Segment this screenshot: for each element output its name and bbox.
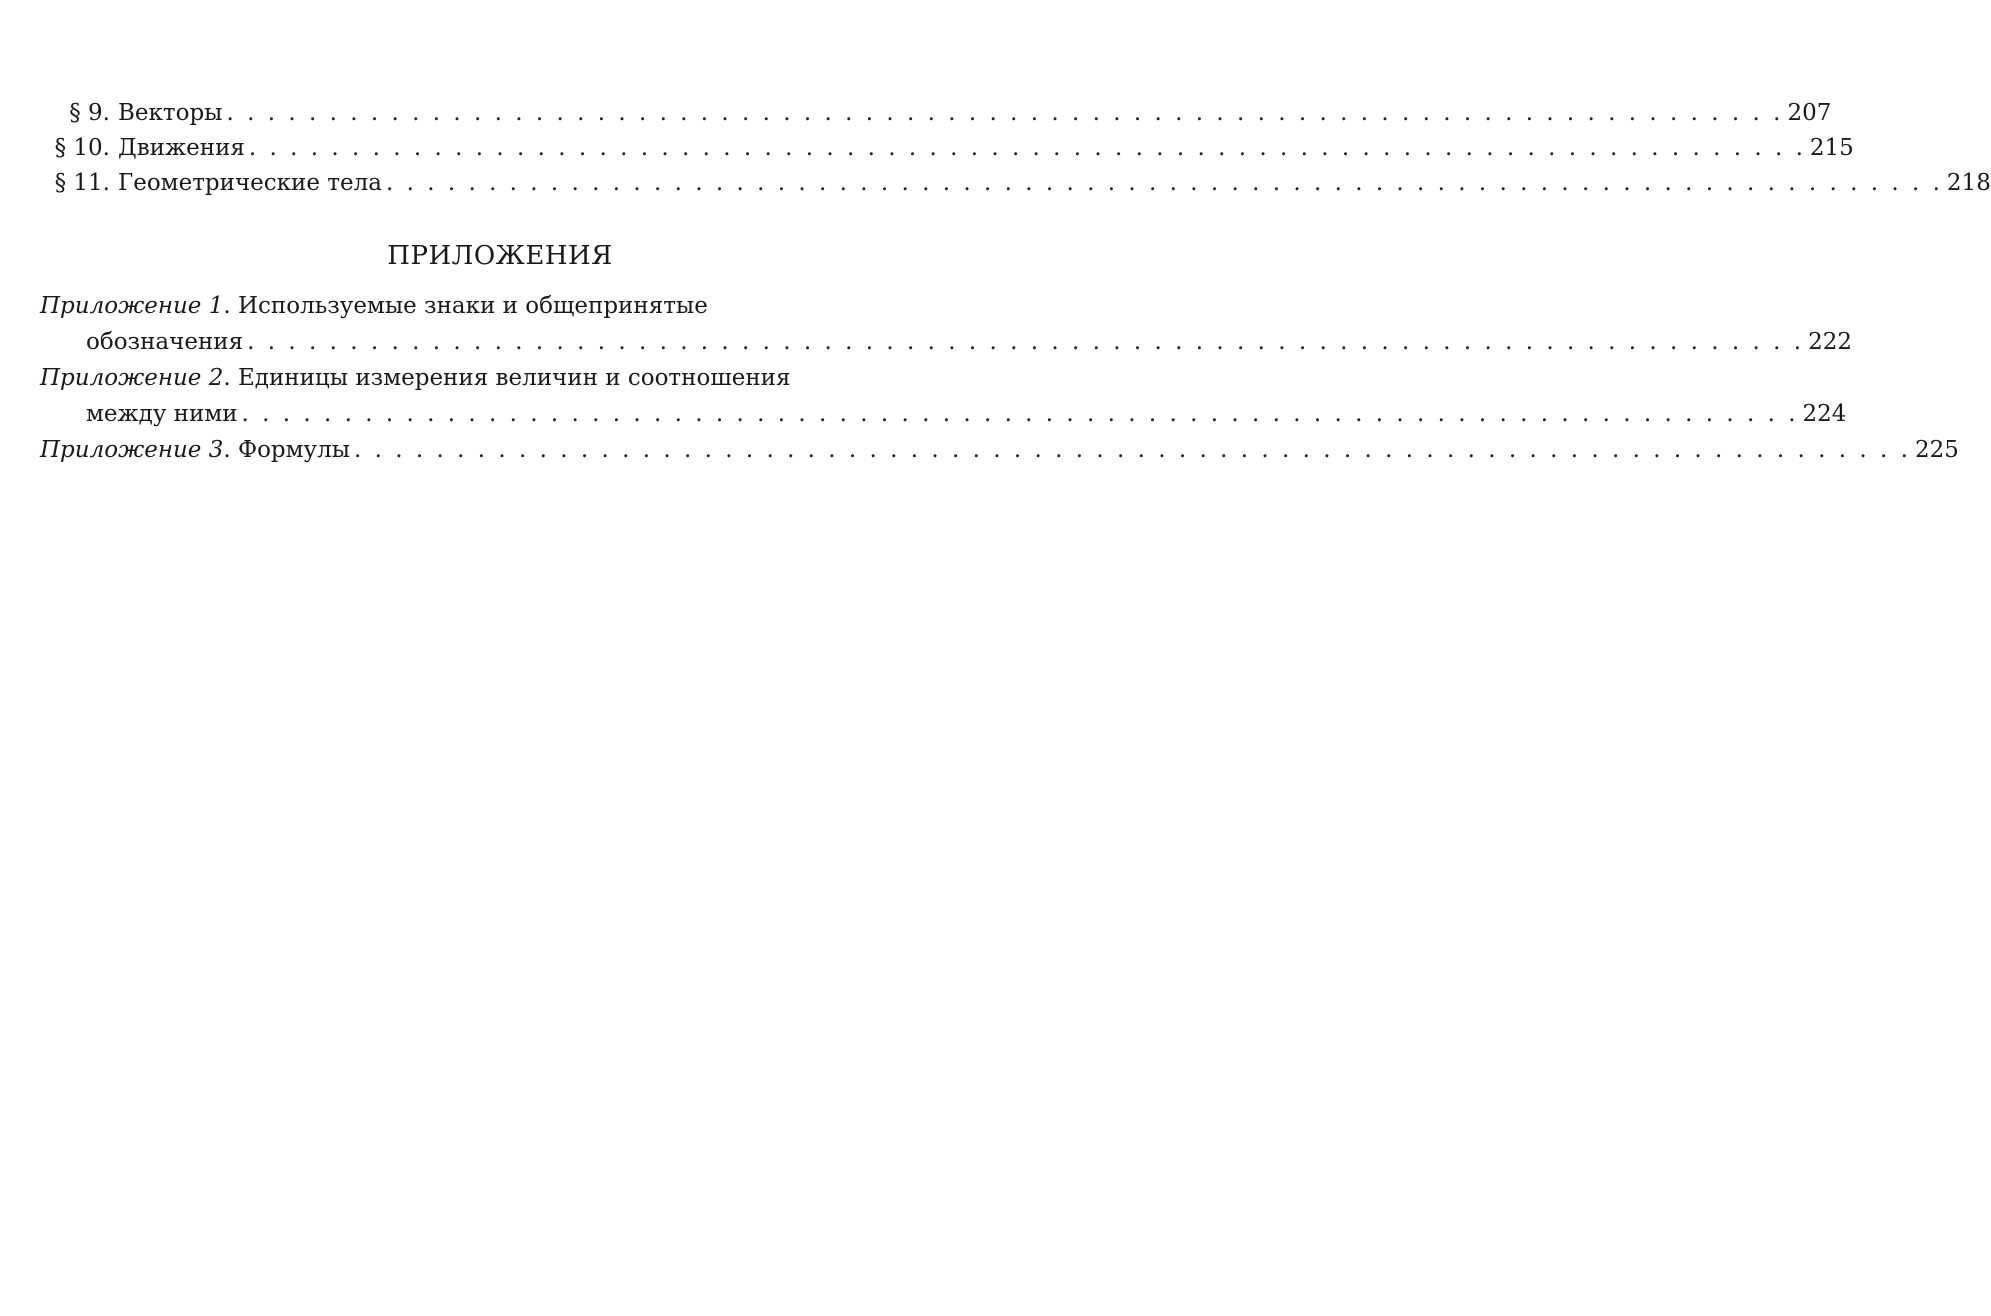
section-number: § 10. [54,135,110,161]
appendix-label: Приложение 1 [40,293,224,319]
page-number: 218 [1946,170,1991,196]
toc-entry-section-10[interactable] [40,131,1854,166]
toc-entry-section-11[interactable] [40,166,1991,201]
toc-sections-list [40,96,1991,201]
appendix-label: Приложение 2 [40,365,224,391]
page-number: 225 [1914,437,1959,463]
toc-appendix-list [40,288,1959,468]
appendix-title: . Формулы [223,437,350,463]
page-number: 215 [1809,135,1854,161]
section-title: Векторы [118,100,223,126]
dot-leader: . . . . . . . . . . . . . . . . . . . . . . . . . . . . . . . . . . . . . . . . . . . . . . . . . . . . . . . . . . . . . . . . . . . . . . . . . . . . [226,100,1784,126]
section-title: Геометрические тела [118,170,382,196]
dot-leader: . . . . . . . . . . . . . . . . . . . . . . . . . . . . . . . . . . . . . . . . . . . . . . . . . . . . . . . . . . . . . . . . . . . . . . . . . . . . [248,135,1806,161]
appendix-title-line1: . Единицы измерения величин и соотношения [223,365,791,391]
section-number: § 9. [69,100,110,126]
page-number: 224 [1802,401,1847,427]
dot-leader: . . . . . . . . . . . . . . . . . . . . . . . . . . . . . . . . . . . . . . . . . . . . . . . . . . . . . . . . . . . . . . . . . . . . . . . . . . . . [385,170,1943,196]
page-number: 207 [1787,100,1832,126]
dot-leader: . . . . . . . . . . . . . . . . . . . . . . . . . . . . . . . . . . . . . . . . . . . . . . . . . . . . . . . . . . . . . . . . . . . . . . . . . . . . [241,401,1799,427]
section-title: Движения [118,135,245,161]
appendix-title-line2: между ними [86,401,238,427]
appendix-heading: ПРИЛОЖЕНИЯ [387,241,613,271]
appendix-label: Приложение 3 [40,437,224,463]
appendix-title-line1: . Используемые знаки и общепринятые [223,293,708,319]
toc-entry-appendix-1[interactable] [40,288,1852,360]
toc-entry-section-9[interactable] [40,96,1832,131]
section-number: § 11. [54,170,110,196]
dot-leader: . . . . . . . . . . . . . . . . . . . . . . . . . . . . . . . . . . . . . . . . . . . . . . . . . . . . . . . . . . . . . . . . . . . . . . . . . . . . [354,437,1911,463]
toc-entry-appendix-2[interactable] [40,360,1847,432]
toc-entry-appendix-3[interactable] [40,432,1959,468]
dot-leader: . . . . . . . . . . . . . . . . . . . . . . . . . . . . . . . . . . . . . . . . . . . . . . . . . . . . . . . . . . . . . . . . . . . . . . . . . . . . [247,329,1805,355]
page-number: 222 [1808,329,1852,355]
appendix-title-line2: обозначения [86,329,244,355]
